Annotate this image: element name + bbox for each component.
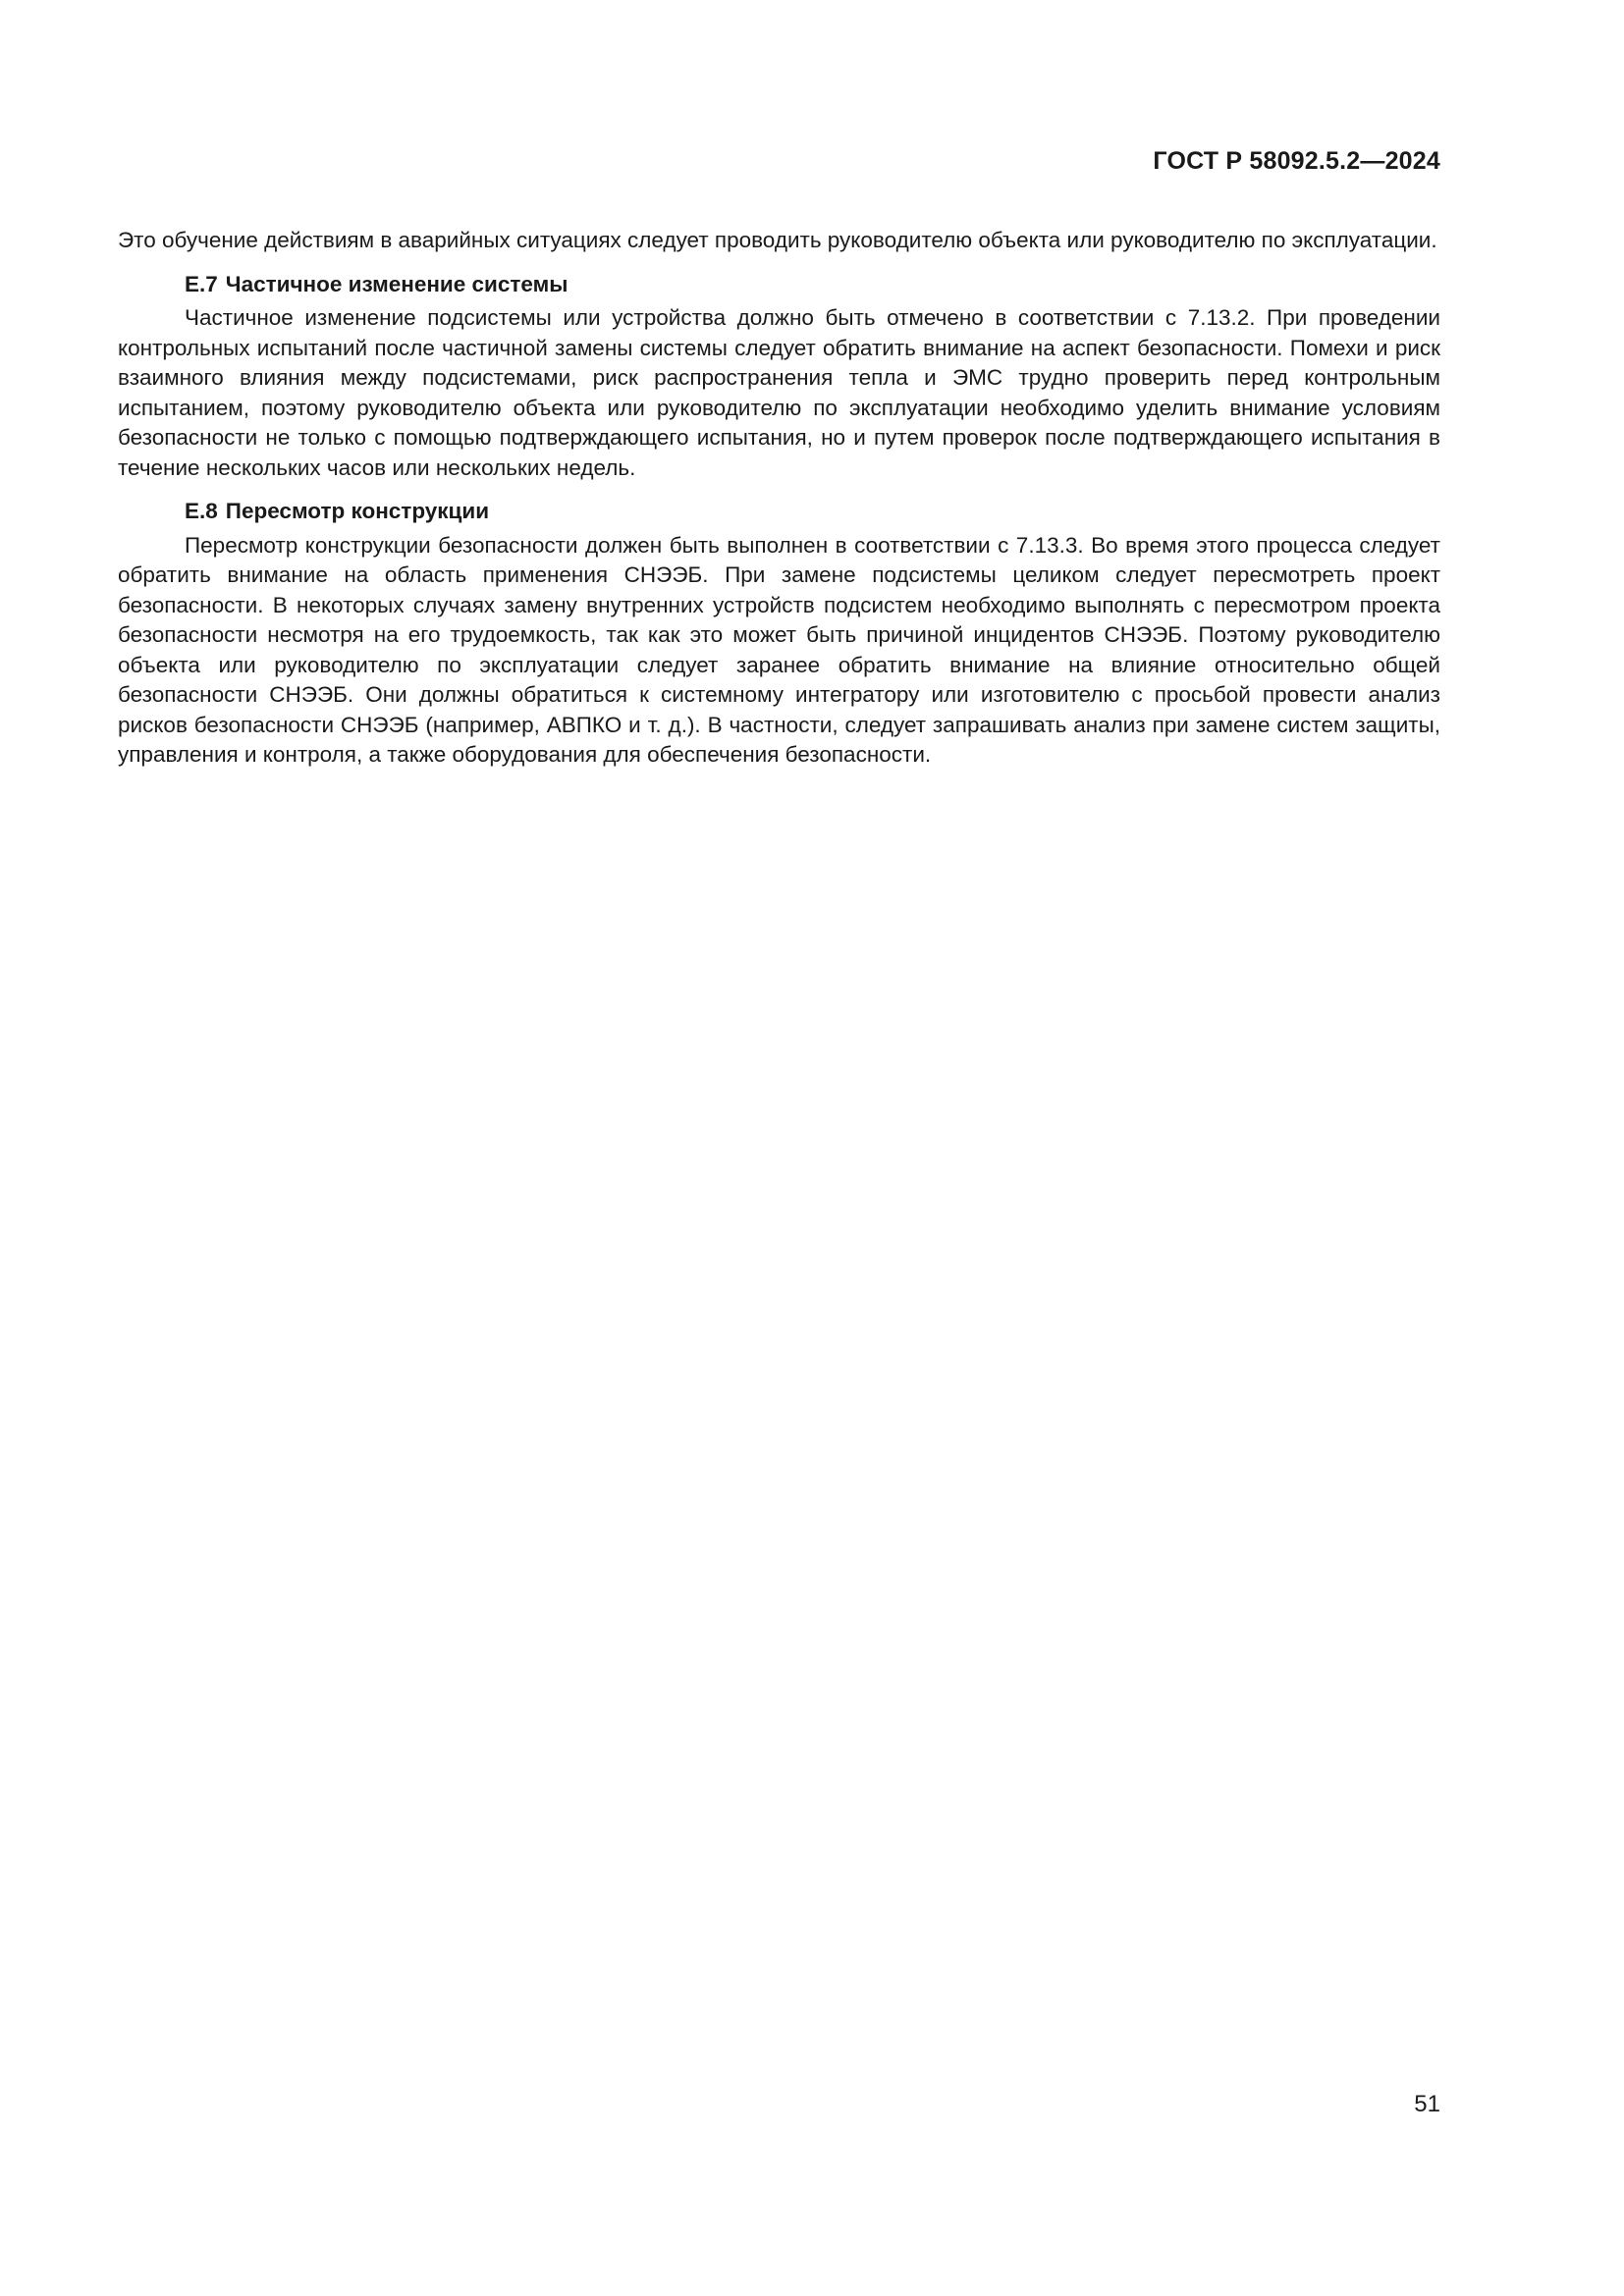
section-title-e8: Пересмотр конструкции <box>225 499 490 523</box>
section-paragraph-e8: Пересмотр конструкции безопасности должен быть выполнен в соответствии с 7.13.3. Во время этого процесса следует обратить внимание на область применения СНЭЭБ. При замене подсистемы целиком следует пересмотреть проект безопасности. В некоторых случаях замену внутренних устройств подсистем необходимо выполнять с пересмотром проекта безопасности несмотря на его трудоемкость, так как это может быть причиной инцидентов СНЭЭБ. Поэтому руководителю объекта или руководителю по эксплуатации следует заранее обратить внимание на влияние относительно общей безопасности СНЭЭБ. Они должны обратиться к системному интегратору или изготовителю с просьбой провести анализ рисков безопасности СНЭЭБ (например, АВПКО и т. д.). В частности, следует запрашивать анализ при замене систем защиты, управления и контроля, а также оборудования для обеспечения безопасности. <box>118 532 1440 767</box>
page-number: 51 <box>1414 2091 1440 2117</box>
section-heading-e7 <box>118 270 1440 300</box>
section-paragraph-e7: Частичное изменение подсистемы или устройства должно быть отмечено в соответствии с 7.13.2. При проведении контрольных испытаний после частичной замены системы следует обратить внимание на аспект безопасности. Помехи и риск взаимного влияния между подсистемами, риск распространения тепла и ЭМС трудно проверить перед контрольным испытанием, поэтому руководителю объекта или руководителю по эксплуатации необходимо уделить внимание условиям безопасности не только с помощью подтверждающего испытания, но и путем проверок после подтверждающего испытания в течение нескольких часов или нескольких недель. <box>118 305 1440 480</box>
section-title-e7: Частичное изменение системы <box>225 271 568 296</box>
page-body <box>118 226 1440 771</box>
section-heading-e8 <box>118 497 1440 527</box>
section-number-e7: Е.7 <box>185 271 218 296</box>
document-code-header: ГОСТ Р 58092.5.2—2024 <box>1153 147 1440 175</box>
intro-paragraph: Это обучение действиям в аварийных ситуациях следует проводить руководителю объекта или руководителю по эксплуатации. <box>118 228 1437 252</box>
section-number-e8: Е.8 <box>185 499 218 523</box>
